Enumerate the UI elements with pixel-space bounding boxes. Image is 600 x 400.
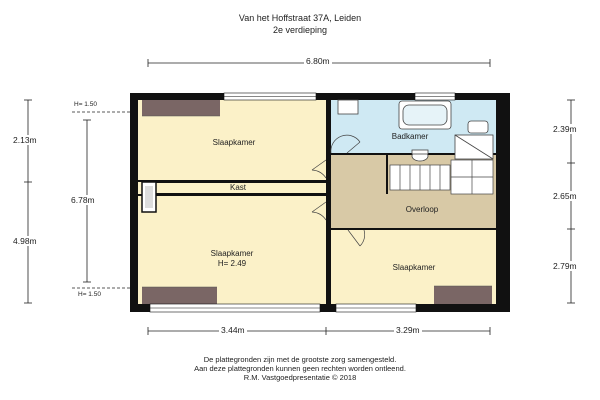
dim-left-bottom: 4.98m xyxy=(13,236,37,246)
room-label-slaapkamer-left: Slaapkamer xyxy=(210,249,254,258)
staircase xyxy=(390,160,493,194)
footer-copyright: R.M. Vastgoedpresentatie © 2018 xyxy=(243,373,357,382)
sloped-roof-bottom-left xyxy=(142,287,217,304)
sloped-roof-bottom-right xyxy=(434,286,492,304)
room-label-kast: Kast xyxy=(229,183,247,192)
dim-bottom-left: 3.44m xyxy=(221,325,245,335)
dim-right-top: 2.39m xyxy=(553,124,577,134)
room-label-badkamer: Badkamer xyxy=(391,132,429,141)
height-note-bottom: H= 1.50 xyxy=(78,291,101,298)
room-label-slaapkamer-right: Slaapkamer xyxy=(392,263,436,272)
footer-line-2: Aan deze plattegronden kunnen geen rechten worden ontleend. xyxy=(194,364,406,373)
footer-line-1: De plattegronden zijn met de grootste zorg samengesteld. xyxy=(203,355,397,364)
height-note-top: H= 1.50 xyxy=(74,101,97,108)
room-label-overloop: Overloop xyxy=(405,205,439,214)
floor-subtitle: 2e verdieping xyxy=(272,25,328,35)
sloped-roof-top xyxy=(142,100,220,116)
dim-bottom-right: 3.29m xyxy=(396,325,420,335)
address-title: Van het Hoffstraat 37A, Leiden xyxy=(238,13,362,23)
room-label-slaapkamer-top: Slaapkamer xyxy=(212,138,256,147)
room-height-slaapkamer-left: H= 2.49 xyxy=(217,259,247,268)
dim-left-inner: 6.78m xyxy=(71,195,95,205)
dim-right-bottom: 2.79m xyxy=(553,261,577,271)
dim-top-width: 6.80m xyxy=(306,56,330,66)
dim-left-top: 2.13m xyxy=(13,135,37,145)
dim-right-middle: 2.65m xyxy=(553,191,577,201)
